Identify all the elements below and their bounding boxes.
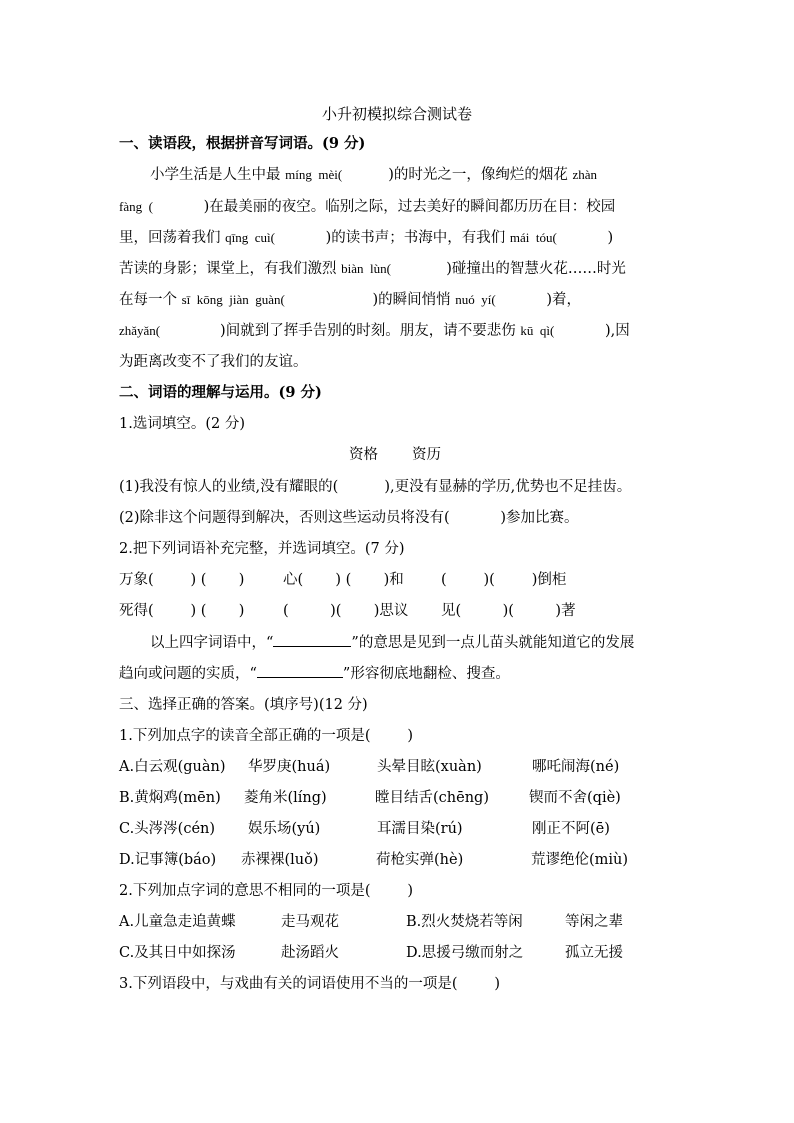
option-d: 赤裸裸(luǒ) [241, 852, 319, 868]
text: 苦读的身影；课堂上，有我们激烈 [119, 261, 342, 277]
pinyin: míng mèi( [285, 167, 343, 182]
text: )间就到了挥手告别的时刻。朋友，请不要悲伤 [160, 323, 521, 339]
section1-heading: 一、读语段，根据拼音写词语。(9 分) [119, 135, 366, 152]
option-d: 荒谬绝伦(miù) [531, 852, 629, 868]
s3-question-1: 1.下列加点字的读音全部正确的一项是( ) [119, 728, 414, 744]
idiom-blank: 见( )( )著 [441, 603, 576, 619]
option-d: 荷枪实弹(hè) [376, 852, 464, 868]
option-a: 头晕目眩(xuàn) [377, 759, 482, 775]
pinyin: nuó yí( [455, 292, 496, 307]
option-b: 等闲之辈 [565, 914, 623, 930]
option-b: B.烈火焚烧若等闲 [406, 914, 523, 930]
pinyin: mái tóu( [509, 230, 557, 245]
section3-heading: 三、选择正确的答案。(填序号)(12 分) [119, 697, 368, 713]
option-c: 耳濡目染(rú) [377, 821, 463, 837]
option-a: A.白云观(guàn) [119, 759, 226, 775]
option-a: A.儿童急走追黄蝶 [119, 914, 236, 930]
s2-question-1: 1.选词填空。(2 分) [119, 416, 245, 432]
idiom-blank: ( )( )思议 [283, 603, 409, 619]
s1-line-4 [119, 259, 626, 279]
s2-question-2: 2.把下列词语补充完整，并选词填空。(7 分) [119, 541, 405, 557]
pinyin: sī kōng jiàn guàn( [181, 292, 285, 307]
word-option-2: 资历 [412, 447, 441, 463]
idiom-blank: 心( ) ( )和 [283, 572, 404, 588]
pinyin: zhǎyǎn( [119, 323, 161, 338]
text: ”形容彻底地翻检、搜查。 [342, 666, 510, 682]
idiom-blank: ( )( )倒柜 [441, 572, 567, 588]
page-title: 小升初模拟综合测试卷 [321, 105, 472, 123]
option-a: 华罗庚(huá) [248, 759, 331, 775]
text: )的时光之一，像绚烂的烟花 [342, 167, 573, 183]
idiom-blank: 万象( ) ( ) [119, 572, 245, 588]
s2-q1-item-2: (2)除非这个问题得到解决，否则这些运动员将没有( )参加比赛。 [119, 510, 579, 526]
s2-fill-line-1 [150, 632, 634, 653]
option-b: 瞠目结舌(chēng) [375, 790, 489, 806]
option-c: C.头涔涔(cén) [119, 821, 216, 837]
option-c: 娱乐场(yú) [248, 821, 321, 837]
option-b: 菱角米(líng) [244, 790, 327, 806]
text: )着， [495, 292, 582, 308]
text: )碰撞出的智慧火花……时光 [390, 261, 626, 277]
s1-line-6 [119, 321, 630, 341]
option-b: 锲而不舍(qiè) [529, 790, 621, 806]
s1-line-3 [119, 228, 613, 248]
pinyin: zhàn [572, 167, 598, 182]
pinyin: fàng ( [119, 199, 153, 214]
s3-question-2: 2.下列加点字词的意思不相同的一项是( ) [119, 883, 414, 899]
text: 以上四字词语中，“ [150, 635, 274, 651]
s3-question-3: 3.下列语段中，与戏曲有关的词语使用不当的一项是( ) [119, 976, 501, 992]
option-a: 走马观花 [281, 914, 339, 930]
answer-blank-line [273, 632, 351, 647]
text: )的读书声；书海中，有我们 [274, 230, 510, 246]
pinyin: biàn lùn( [341, 261, 391, 276]
text: ”的意思是见到一点儿苗头就能知道它的发展 [351, 635, 635, 651]
option-d: D.思援弓缴而射之 [406, 945, 524, 961]
s1-line-7: 为距离改变不了我们的友谊。 [119, 354, 308, 370]
s2-q1-item-1: (1)我没有惊人的业绩,没有耀眼的( ),更没有显赫的学历,优势也不足挂齿。 [119, 479, 632, 495]
option-a: 哪吒闹海(né) [532, 759, 620, 775]
text: )的瞬间悄悄 [284, 292, 456, 308]
text: ),因 [554, 323, 630, 339]
s1-line-5 [119, 290, 581, 310]
option-c: C.及其日中如探汤 [119, 945, 236, 961]
s2-fill-line-2 [119, 663, 510, 684]
text: 在每一个 [119, 292, 182, 308]
option-d: 孤立无援 [565, 945, 623, 961]
text: 趋向或问题的实质，“ [119, 666, 257, 682]
s1-line-1 [150, 165, 597, 185]
answer-blank-line [257, 663, 343, 678]
text: 小学生活是人生中最 [150, 167, 286, 183]
pinyin: kū qì( [520, 323, 555, 338]
option-c: 刚正不阿(ē) [532, 821, 610, 837]
option-c: 赴汤蹈火 [281, 945, 339, 961]
s1-line-2 [119, 197, 615, 217]
option-d: D.记事簿(báo) [119, 852, 217, 868]
text: )在最美丽的夜空。临别之际，过去美好的瞬间都历历在目：校园 [152, 199, 616, 215]
pinyin: qīng cuì( [225, 230, 275, 245]
word-option-1: 资格 [349, 447, 378, 463]
text: 里，回荡着我们 [119, 230, 226, 246]
option-b: B.黄焖鸡(mēn) [119, 790, 221, 806]
section2-heading: 二、词语的理解与运用。(9 分) [119, 384, 322, 401]
idiom-blank: 死得( ) ( ) [119, 603, 245, 619]
text: ) [556, 230, 614, 246]
